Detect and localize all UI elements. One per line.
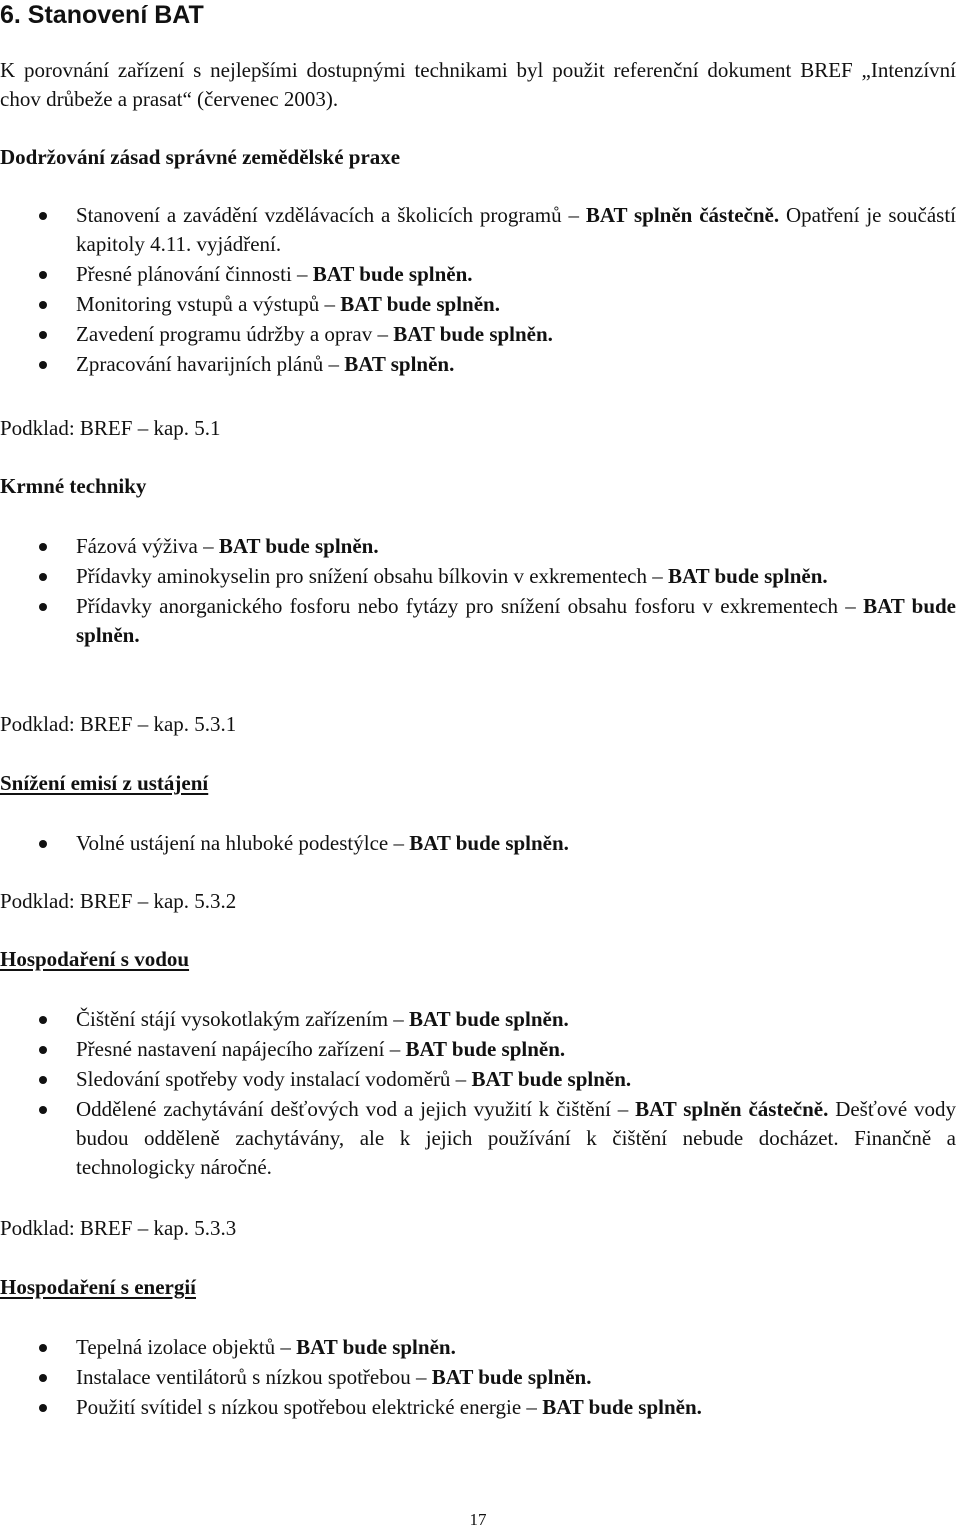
- source-reference: Podklad: BREF – kap. 5.3.2: [0, 889, 237, 913]
- item-text: Čištění stájí vysokotlakým zařízením –: [76, 1007, 410, 1031]
- subsection-title-feeding: Krmné techniky: [0, 474, 147, 498]
- list-item: [0, 201, 956, 259]
- item-verdict: BAT bude splněn.: [409, 1007, 569, 1031]
- list-item: [0, 1035, 956, 1064]
- bullet-list-water: [0, 1005, 956, 1183]
- list-item: [0, 1333, 956, 1362]
- item-note: Opatření je součástí kapitoly 4.11. vyjádření.: [76, 203, 957, 256]
- item-text: Monitoring vstupů a výstupů –: [76, 292, 341, 316]
- bullet-list-energy: [0, 1333, 956, 1423]
- bullet-list-feeding: [0, 532, 956, 651]
- item-text: Fázová výživa –: [76, 534, 219, 558]
- item-text: Použití svítidel s nízkou spotřebou elektrické energie –: [76, 1395, 543, 1419]
- item-verdict: BAT bude splněn.: [667, 564, 828, 588]
- item-verdict: BAT bude splněn.: [431, 1365, 592, 1389]
- item-text: Přesné plánování činnosti –: [76, 262, 313, 286]
- item-verdict: BAT bude splněn.: [409, 831, 569, 855]
- item-verdict: BAT bude splněn.: [471, 1067, 632, 1091]
- item-text: Oddělené zachytávání dešťových vod a jejich využití k čištění –: [76, 1097, 636, 1121]
- bullet-list-practice: [0, 201, 956, 380]
- section-heading: 6. Stanovení BAT: [0, 1, 204, 29]
- source-reference: Podklad: BREF – kap. 5.3.1: [0, 712, 237, 736]
- source-reference: Podklad: BREF – kap. 5.3.3: [0, 1216, 237, 1240]
- list-item: [0, 532, 956, 561]
- item-verdict: BAT bude splněn.: [393, 322, 553, 346]
- item-verdict: BAT bude splněn.: [312, 262, 473, 286]
- item-text: Instalace ventilátorů s nízkou spotřebou –: [76, 1365, 432, 1389]
- list-item: [0, 260, 956, 289]
- list-item: [0, 1363, 956, 1392]
- item-text: Zavedení programu údržby a oprav –: [76, 322, 394, 346]
- subsection-title-energy: Hospodaření s energií: [0, 1275, 197, 1299]
- list-item: [0, 350, 956, 379]
- list-item: [0, 1393, 956, 1422]
- list-item: [0, 1065, 956, 1094]
- item-note: Dešťové vody budou odděleně zachytávány, ale k jejich používání k čištění nebude docházet. Finančně a technologicky náročné.: [76, 1097, 956, 1179]
- item-verdict: BAT bude splněn.: [218, 534, 379, 558]
- subsection-title-practice: Dodržování zásad správné zemědělské praxe: [0, 145, 401, 169]
- item-text: Tepelná izolace objektů –: [76, 1335, 297, 1359]
- list-item: [0, 320, 956, 349]
- item-verdict: BAT bude splněn.: [340, 292, 500, 316]
- item-verdict: BAT splněn částečně.: [585, 203, 780, 227]
- item-verdict: BAT splněn částečně.: [635, 1097, 829, 1121]
- item-text: Stanovení a zavádění vzdělávacích a školicích programů –: [76, 203, 586, 227]
- item-text: Sledování spotřeby vody instalací vodoměrů –: [76, 1067, 472, 1091]
- subsection-title-water: Hospodaření s vodou: [0, 947, 190, 971]
- item-text: Zpracování havarijních plánů –: [76, 352, 345, 376]
- list-item: [0, 829, 956, 858]
- list-item: [0, 562, 956, 591]
- list-item: [0, 1095, 956, 1182]
- item-text: Přídavky anorganického fosforu nebo fytázy pro snížení obsahu fosforu v exkrementech –: [76, 594, 864, 618]
- item-verdict: BAT bude splněn.: [405, 1037, 566, 1061]
- item-verdict: BAT bude splněn.: [296, 1335, 456, 1359]
- list-item: [0, 1005, 956, 1034]
- item-verdict: BAT bude splněn.: [542, 1395, 702, 1419]
- item-text: Přídavky aminokyselin pro snížení obsahu bílkovin v exkrementech –: [76, 564, 668, 588]
- item-verdict: BAT bude splněn.: [76, 594, 957, 647]
- item-text: Přesné nastavení napájecího zařízení –: [76, 1037, 406, 1061]
- item-text: Volné ustájení na hluboké podestýlce –: [76, 831, 410, 855]
- bullet-list-housing: [0, 829, 956, 859]
- page-number: 17: [469, 1510, 487, 1529]
- list-item: [0, 592, 956, 650]
- list-item: [0, 290, 956, 319]
- subsection-title-housing: Snížení emisí z ustájení: [0, 771, 209, 795]
- item-verdict: BAT splněn.: [344, 352, 455, 376]
- source-reference: Podklad: BREF – kap. 5.1: [0, 416, 221, 440]
- intro-paragraph: K porovnání zařízení s nejlepšími dostupnými technikami byl použit referenční dokument BREF „Intenzívní chov drůbeže a prasat“ (červenec 2003).: [0, 58, 956, 111]
